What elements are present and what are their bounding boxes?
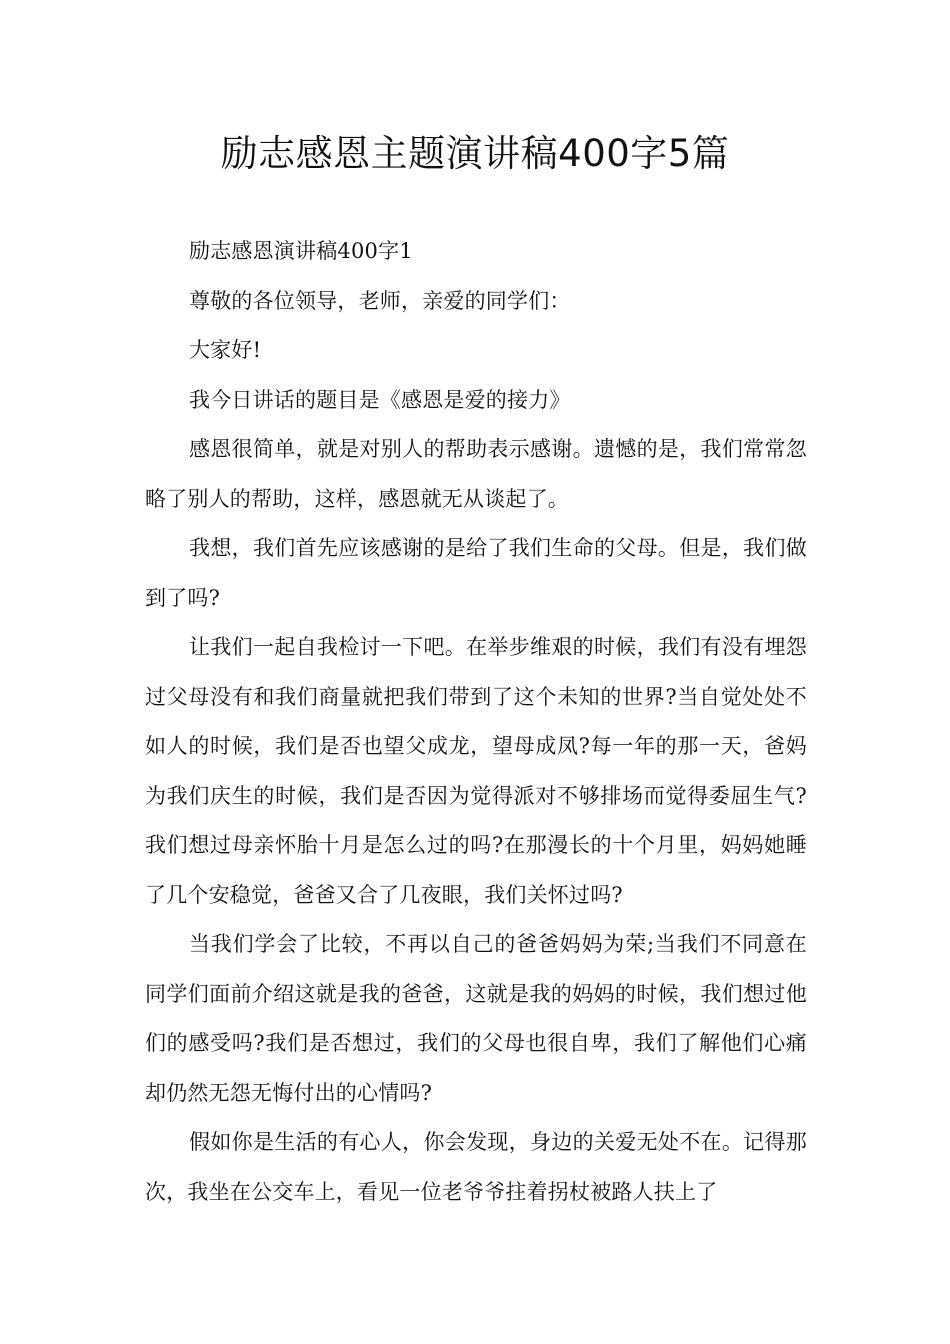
paragraph-body: 感恩很简单，就是对别人的帮助表示感谢。遗憾的是，我们常常忽略了别人的帮助，这样，感恩就无从谈起了。: [145, 437, 807, 511]
document-title: 励志感恩主题演讲稿400字5篇: [220, 132, 730, 175]
paragraph-body: 让我们一起自我检讨一下吧。在举步维艰的时候，我们有没有埋怨过父母没有和我们商量就把我们带到了这个未知的世界?当自觉处处不如人的时候，我们是否也望父成龙，望母成凤?每一年的那一天，爸妈为我们庆生的时候，我们是否因为觉得派对不够排场而觉得委屈生气?我们想过母亲怀胎十月是怎么过的吗?在那漫长的十个月里，妈妈她睡了几个安稳觉，爸爸又合了几夜眼，我们关怀过吗?: [145, 635, 807, 907]
paragraph-salutation: 尊敬的各位领导，老师，亲爱的同学们：: [189, 288, 571, 313]
paragraph-greeting: 大家好!: [189, 338, 262, 362]
paragraph-section-heading: 励志感恩演讲稿400字1: [189, 239, 413, 263]
paragraph-body: 我想，我们首先应该感谢的是给了我们生命的父母。但是，我们做到了吗?: [145, 536, 807, 610]
paragraph-topic: 我今日讲话的题目是《感恩是爱的接力》: [189, 387, 571, 412]
paragraph-body: 当我们学会了比较，不再以自己的爸爸妈妈为荣;当我们不同意在同学们面前介绍这就是我的爸爸，这就是我的妈妈的时候，我们想过他们的感受吗?我们是否想过，我们的父母也很自卑，我们了解他们心痛却仍然无怨无悔付出的心情吗?: [145, 932, 807, 1105]
document-body: [145, 227, 807, 1217]
paragraph-body: 假如你是生活的有心人，你会发现，身边的关爱无处不在。记得那次，我坐在公交车上，看见一位老爷爷拄着拐杖被路人扶上了: [145, 1130, 807, 1204]
